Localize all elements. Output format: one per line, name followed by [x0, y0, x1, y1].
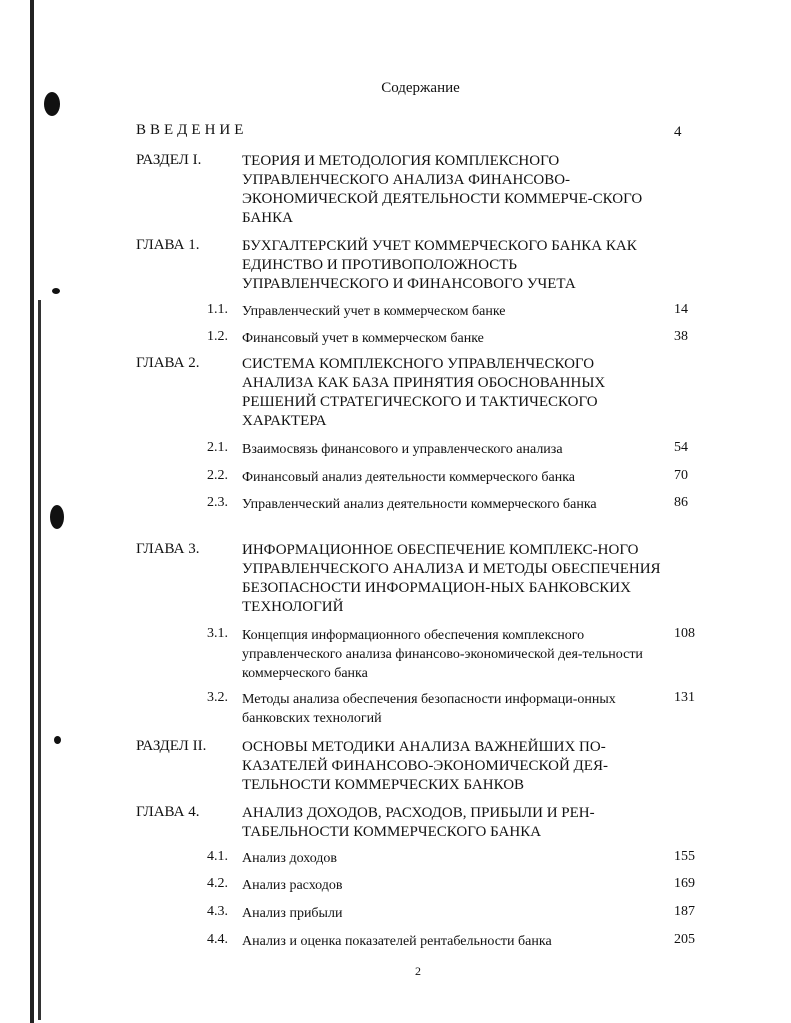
toc-chapter-label: ГЛАВА 1.: [136, 237, 200, 253]
toc-item-page: 187: [674, 904, 695, 919]
toc-item-page: 14: [674, 302, 688, 317]
toc-item-number: 4.1.: [207, 849, 228, 864]
toc-item-title: Взаимосвязь финансового и управленческого анализа: [242, 442, 563, 457]
toc-chapter-title: АНАЛИЗ ДОХОДОВ, РАСХОДОВ, ПРИБЫЛИ И РЕН-ТАБЕЛЬНОСТИ КОММЕРЧЕСКОГО БАНКА: [242, 805, 595, 840]
toc-item-title: Управленческий учет в коммерческом банке: [242, 304, 506, 319]
toc-section-title: ТЕОРИЯ И МЕТОДОЛОГИЯ КОМПЛЕКСНОГО УПРАВЛЕНЧЕСКОГО АНАЛИЗА ФИНАНСОВО-ЭКОНОМИЧЕСКОЙ ДЕЯТЕЛЬНОСТИ КОММЕРЧЕ-СКОГО БАНКА: [242, 153, 643, 226]
toc-item-number: 3.1.: [207, 626, 228, 641]
toc-chapter-label: ГЛАВА 3.: [136, 541, 200, 557]
toc-item-title: Методы анализа обеспечения безопасности информаци-онных банковских технологий: [242, 692, 616, 726]
toc-item-title: Управленческий анализ деятельности коммерческого банка: [242, 497, 597, 512]
toc-item-number: 2.3.: [207, 495, 228, 510]
toc-item-title: Финансовый анализ деятельности коммерческого банка: [242, 470, 576, 485]
toc-item-page: 86: [674, 495, 688, 510]
toc-item-number: 2.2.: [207, 468, 228, 483]
toc-chapter-label: ГЛАВА 2.: [136, 355, 200, 371]
toc-item-number: 1.1.: [207, 302, 228, 317]
toc-item-number: 4.4.: [207, 932, 228, 947]
toc-item-title: Концепция информационного обеспечения комплексного управленческого анализа финансово-экономической дея-тельности коммерческого банка: [242, 628, 643, 681]
toc-item-page: 70: [674, 468, 688, 483]
toc-item-number: 4.2.: [207, 876, 228, 891]
toc-item-title: Финансовый учет в коммерческом банке: [242, 331, 484, 346]
page-number: 2: [415, 964, 421, 978]
toc-item-title: Анализ доходов: [242, 851, 338, 866]
toc-chapter-title: ИНФОРМАЦИОННОЕ ОБЕСПЕЧЕНИЕ КОМПЛЕКС-НОГО УПРАВЛЕНЧЕСКОГО АНАЛИЗА И МЕТОДЫ ОБЕСПЕЧЕНИЯ БЕЗОПАСНОСТИ ИНФОРМАЦИОН-НЫХ БАНКОВСКИХ ТЕХНОЛОГИЙ: [242, 542, 661, 615]
toc-section-label: РАЗДЕЛ II.: [136, 738, 207, 754]
toc-item-number: 2.1.: [207, 440, 228, 455]
toc-item-number: 3.2.: [207, 690, 228, 705]
toc-intro-label: ВВЕДЕНИЕ: [136, 122, 248, 138]
toc-item-page: 205: [674, 932, 695, 947]
toc-item-title: Анализ расходов: [242, 878, 343, 893]
toc-item-page: 38: [674, 329, 688, 344]
toc-chapter-title: БУХГАЛТЕРСКИЙ УЧЕТ КОММЕРЧЕСКОГО БАНКА КАК ЕДИНСТВО И ПРОТИВОПОЛОЖНОСТЬ УПРАВЛЕНЧЕСКОГО И ФИНАНСОВОГО УЧЕТА: [242, 238, 637, 292]
toc-item-page: 169: [674, 876, 695, 891]
toc-item-page: 108: [674, 626, 695, 641]
scan-artifact: [52, 288, 60, 294]
toc-item-page: 155: [674, 849, 695, 864]
toc-intro-page: 4: [674, 124, 682, 140]
toc-item-number: 4.3.: [207, 904, 228, 919]
toc-section-title: ОСНОВЫ МЕТОДИКИ АНАЛИЗА ВАЖНЕЙШИХ ПО-КАЗАТЕЛЕЙ ФИНАНСОВО-ЭКОНОМИЧЕСКОЙ ДЕЯ-ТЕЛЬНОСТИ КОММЕРЧЕСКИХ БАНКОВ: [242, 739, 608, 793]
scan-artifact: [50, 505, 64, 529]
toc-item-number: 1.2.: [207, 329, 228, 344]
toc-item-page: 54: [674, 440, 688, 455]
scan-edge: [38, 300, 41, 1020]
scan-artifact: [54, 736, 61, 744]
scan-edge: [30, 0, 34, 1023]
toc-chapter-label: ГЛАВА 4.: [136, 804, 200, 820]
toc-item-title: Анализ и оценка показателей рентабельности банка: [242, 934, 552, 949]
toc-item-title: Анализ прибыли: [242, 906, 343, 921]
toc-chapter-title: СИСТЕМА КОМПЛЕКСНОГО УПРАВЛЕНЧЕСКОГО АНАЛИЗА КАК БАЗА ПРИНЯТИЯ ОБОСНОВАННЫХ РЕШЕНИЙ СТРАТЕГИЧЕСКОГО И ТАКТИЧЕСКОГО ХАРАКТЕРА: [242, 356, 606, 429]
page-title: Содержание: [381, 80, 460, 96]
toc-section-label: РАЗДЕЛ I.: [136, 152, 202, 168]
toc-item-page: 131: [674, 690, 695, 705]
